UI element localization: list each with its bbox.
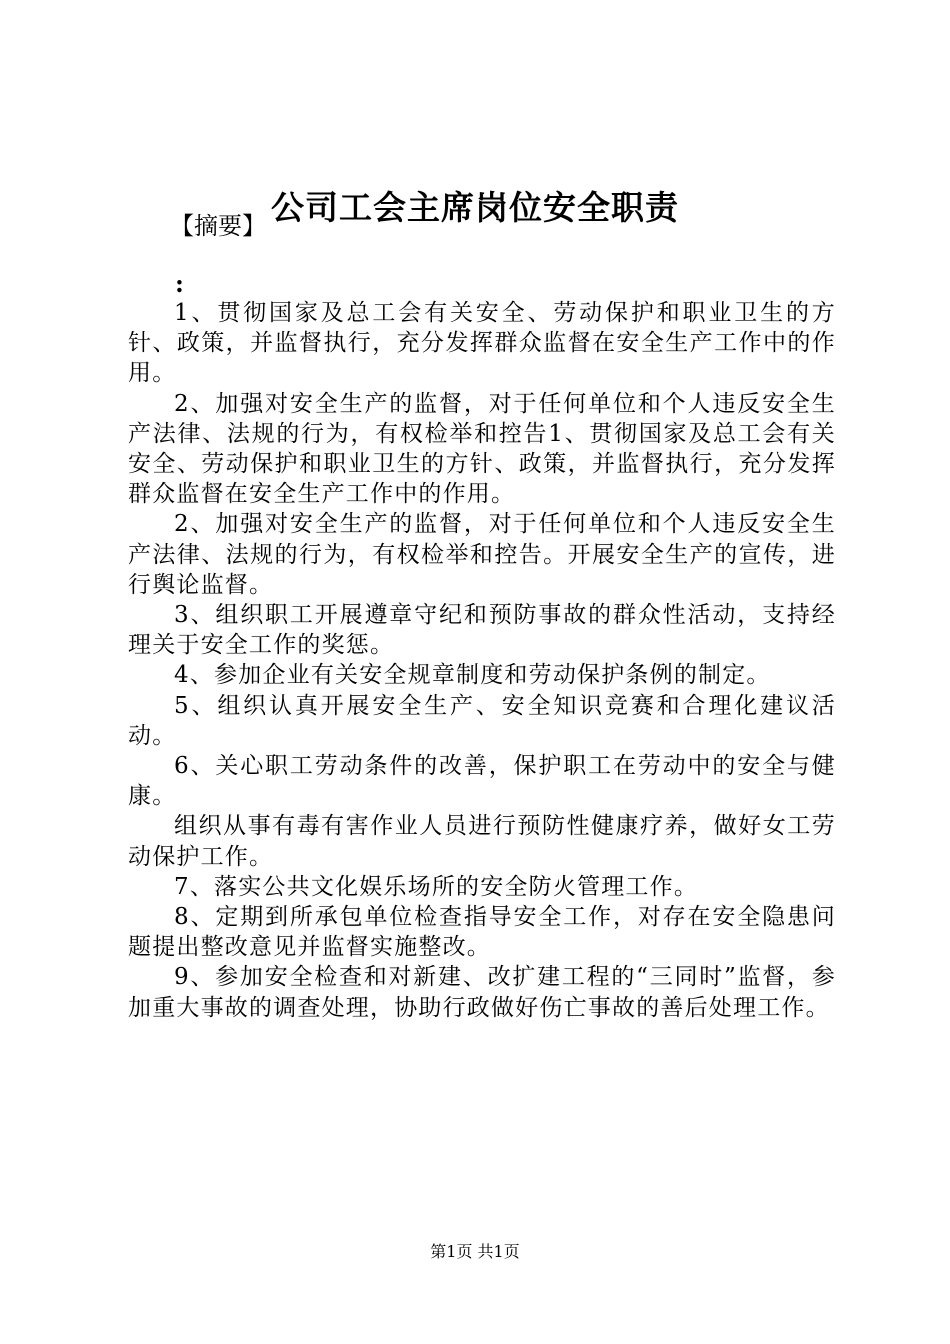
paragraph-2: 2、加强对安全生产的监督，对于任何单位和个人违反安全生产法律、法规的行为，有权检举和控告1、贯彻国家及总工会有关安全、劳动保护和职业卫生的方针、政策，并监督执行，充分发挥群众监督在安全生产工作中的作用。 (128, 390, 836, 508)
paragraph-9: 7、落实公共文化娱乐场所的安全防火管理工作。 (174, 873, 699, 900)
paragraph-11: 9、参加安全检查和对新建、改扩建工程的“三同时”监督，参加重大事故的调查处理，协助行政做好伤亡事故的善后处理工作。 (128, 964, 836, 1021)
paragraph-7: 6、关心职工劳动条件的改善，保护职工在劳动中的安全与健康。 (128, 753, 836, 810)
abstract-text: : (175, 269, 184, 298)
paragraph-4: 3、组织职工开展遵章守纪和预防事故的群众性活动，支持经理关于安全工作的奖惩。 (128, 602, 836, 659)
paragraph-1: 1、贯彻国家及总工会有关安全、劳动保护和职业卫生的方针、政策，并监督执行，充分发挥群众监督在安全生产工作中的作用。 (128, 300, 836, 387)
page-footer: 第1页 共1页 (430, 1242, 520, 1261)
paragraph-3: 2、加强对安全生产的监督，对于任何单位和个人违反安全生产法律、法规的行为，有权检举和控告。开展安全生产的宣传，进行舆论监督。 (128, 511, 836, 598)
abstract-label: 【摘要】 (170, 212, 266, 240)
paragraph-8: 组织从事有毒有害作业人员进行预防性健康疗养，做好女工劳动保护工作。 (128, 813, 836, 870)
paragraph-10: 8、定期到所承包单位检查指导安全工作，对存在安全隐患问题提出整改意见并监督实施整改。 (128, 904, 836, 961)
paragraph-5: 4、参加企业有关安全规章制度和劳动保护条例的制定。 (174, 662, 771, 689)
document-body (128, 298, 836, 1023)
paragraph-6: 5、组织认真开展安全生产、安全知识竞赛和合理化建议活动。 (128, 692, 836, 749)
document-title: 公司工会主席岗位安全职责 (271, 188, 679, 227)
